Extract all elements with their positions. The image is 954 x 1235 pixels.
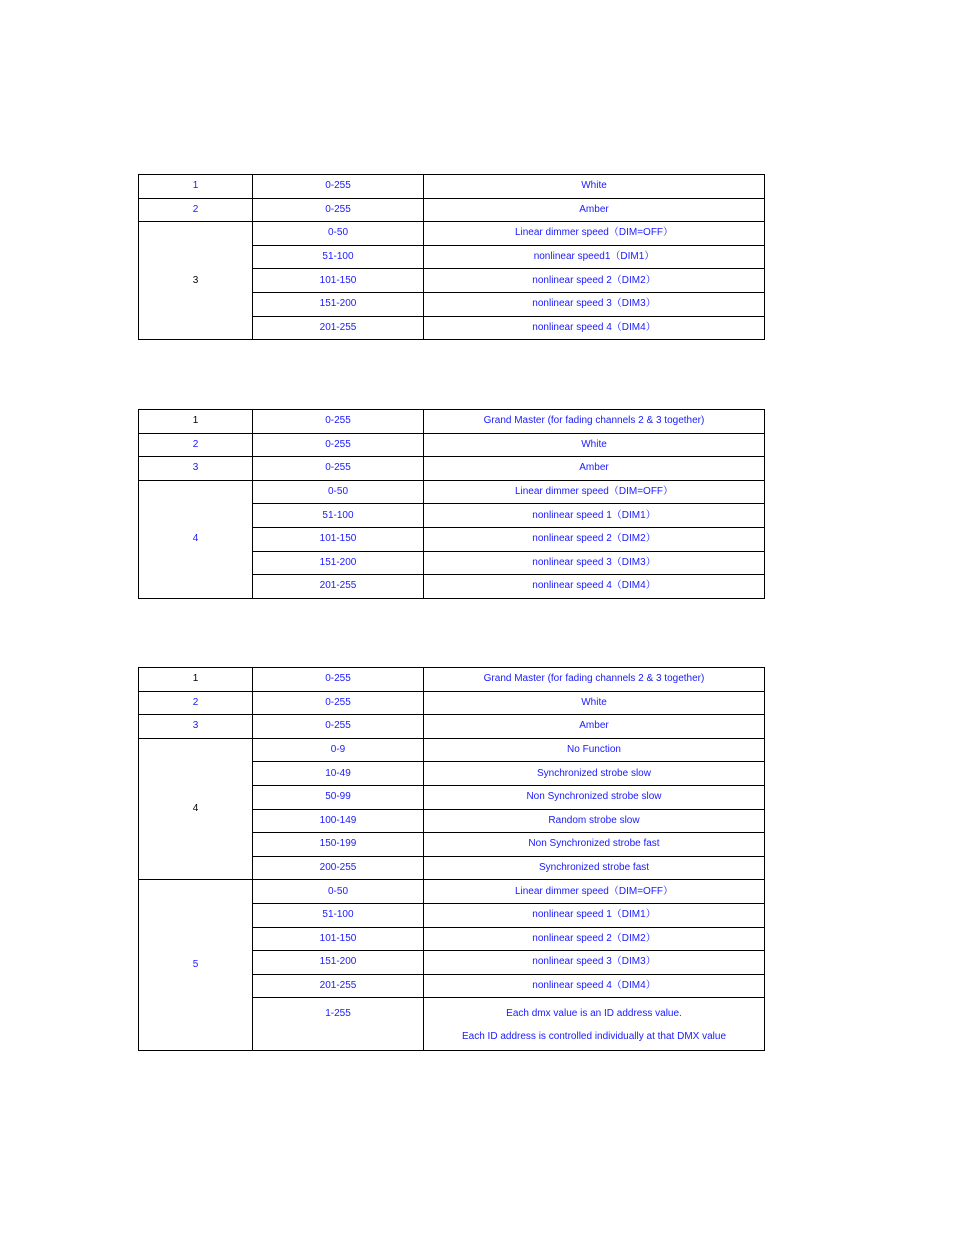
function-cell: nonlinear speed 3（DIM3） (424, 292, 765, 316)
function-cell: Synchronized strobe fast (424, 856, 765, 880)
channel-cell: 4 (139, 480, 253, 598)
value-cell: 0-255 (253, 175, 424, 199)
value-cell (253, 998, 424, 1051)
value-cell: 0-255 (253, 410, 424, 434)
function-cell: Non Synchronized strobe slow (424, 785, 765, 809)
value-cell: 0-255 (253, 691, 424, 715)
value-cell: 0-255 (253, 433, 424, 457)
function-cell: nonlinear speed 2（DIM2） (424, 527, 765, 551)
function-cell: nonlinear speed 4（DIM4） (424, 974, 765, 998)
value-cell: 10-49 (253, 762, 424, 786)
channel-cell: 5 (139, 880, 253, 1051)
function-cell: nonlinear speed1（DIM1） (424, 245, 765, 269)
value-cell: 151-200 (253, 951, 424, 975)
function-cell: nonlinear speed 1（DIM1） (424, 903, 765, 927)
function-cell: Linear dimmer speed（DIM=OFF） (424, 880, 765, 904)
function-cell: White (424, 691, 765, 715)
function-cell: nonlinear speed 1（DIM1） (424, 504, 765, 528)
value-cell: 51-100 (253, 903, 424, 927)
function-cell: Linear dimmer speed（DIM=OFF） (424, 480, 765, 504)
value-cell: 151-200 (253, 551, 424, 575)
value-cell: 101-150 (253, 269, 424, 293)
function-cell: Non Synchronized strobe fast (424, 833, 765, 857)
value-cell: 51-100 (253, 504, 424, 528)
value-cell: 50-99 (253, 785, 424, 809)
channel-cell: 2 (139, 691, 253, 715)
table-row (139, 738, 765, 762)
table-row (139, 880, 765, 904)
table-row (139, 175, 765, 199)
function-cell: Grand Master (for fading channels 2 & 3 together) (424, 668, 765, 692)
dmx-table-1 (138, 174, 765, 340)
function-cell: Amber (424, 715, 765, 739)
value-cell: 0-255 (253, 715, 424, 739)
value-cell: 201-255 (253, 316, 424, 340)
function-cell: nonlinear speed 4（DIM4） (424, 575, 765, 599)
function-cell: nonlinear speed 2（DIM2） (424, 927, 765, 951)
function-cell: White (424, 433, 765, 457)
value-cell: 0-255 (253, 198, 424, 222)
function-cell: No Function (424, 738, 765, 762)
function-cell: nonlinear speed 3（DIM3） (424, 951, 765, 975)
channel-cell: 4 (139, 738, 253, 880)
value-cell: 0-50 (253, 880, 424, 904)
value-cell: 101-150 (253, 927, 424, 951)
function-cell: Amber (424, 198, 765, 222)
function-cell: nonlinear speed 3（DIM3） (424, 551, 765, 575)
channel-cell: 3 (139, 715, 253, 739)
value-text: 1-255 (325, 1008, 351, 1020)
channel-cell: 2 (139, 198, 253, 222)
value-cell: 0-255 (253, 668, 424, 692)
value-cell: 201-255 (253, 575, 424, 599)
dmx-table-3 (138, 667, 765, 1051)
function-cell (424, 998, 765, 1051)
channel-cell: 3 (139, 222, 253, 340)
table-row (139, 691, 765, 715)
function-text-line-1: Each dmx value is an ID address value. (506, 1008, 682, 1020)
table-row (139, 410, 765, 434)
channel-cell: 1 (139, 668, 253, 692)
table-row (139, 433, 765, 457)
value-cell: 0-50 (253, 480, 424, 504)
function-cell: Amber (424, 457, 765, 481)
channel-cell: 2 (139, 433, 253, 457)
value-cell: 100-149 (253, 809, 424, 833)
value-cell: 201-255 (253, 974, 424, 998)
value-cell: 101-150 (253, 527, 424, 551)
value-cell: 150-199 (253, 833, 424, 857)
value-cell: 200-255 (253, 856, 424, 880)
value-cell: 151-200 (253, 292, 424, 316)
function-cell: Linear dimmer speed（DIM=OFF） (424, 222, 765, 246)
value-cell: 0-9 (253, 738, 424, 762)
channel-cell: 1 (139, 410, 253, 434)
function-cell: nonlinear speed 4（DIM4） (424, 316, 765, 340)
function-cell: Random strobe slow (424, 809, 765, 833)
table-row (139, 222, 765, 246)
channel-cell: 1 (139, 175, 253, 199)
table-row (139, 198, 765, 222)
value-cell: 0-50 (253, 222, 424, 246)
function-cell: Synchronized strobe slow (424, 762, 765, 786)
channel-cell: 3 (139, 457, 253, 481)
table-row (139, 715, 765, 739)
function-cell: Grand Master (for fading channels 2 & 3 together) (424, 410, 765, 434)
value-cell: 51-100 (253, 245, 424, 269)
table-row (139, 457, 765, 481)
value-cell: 0-255 (253, 457, 424, 481)
table-row (139, 668, 765, 692)
function-cell: nonlinear speed 2（DIM2） (424, 269, 765, 293)
dmx-table-2 (138, 409, 765, 599)
function-text-line-2: Each ID address is controlled individually at that DMX value (461, 1031, 727, 1043)
function-cell: White (424, 175, 765, 199)
table-row (139, 480, 765, 504)
